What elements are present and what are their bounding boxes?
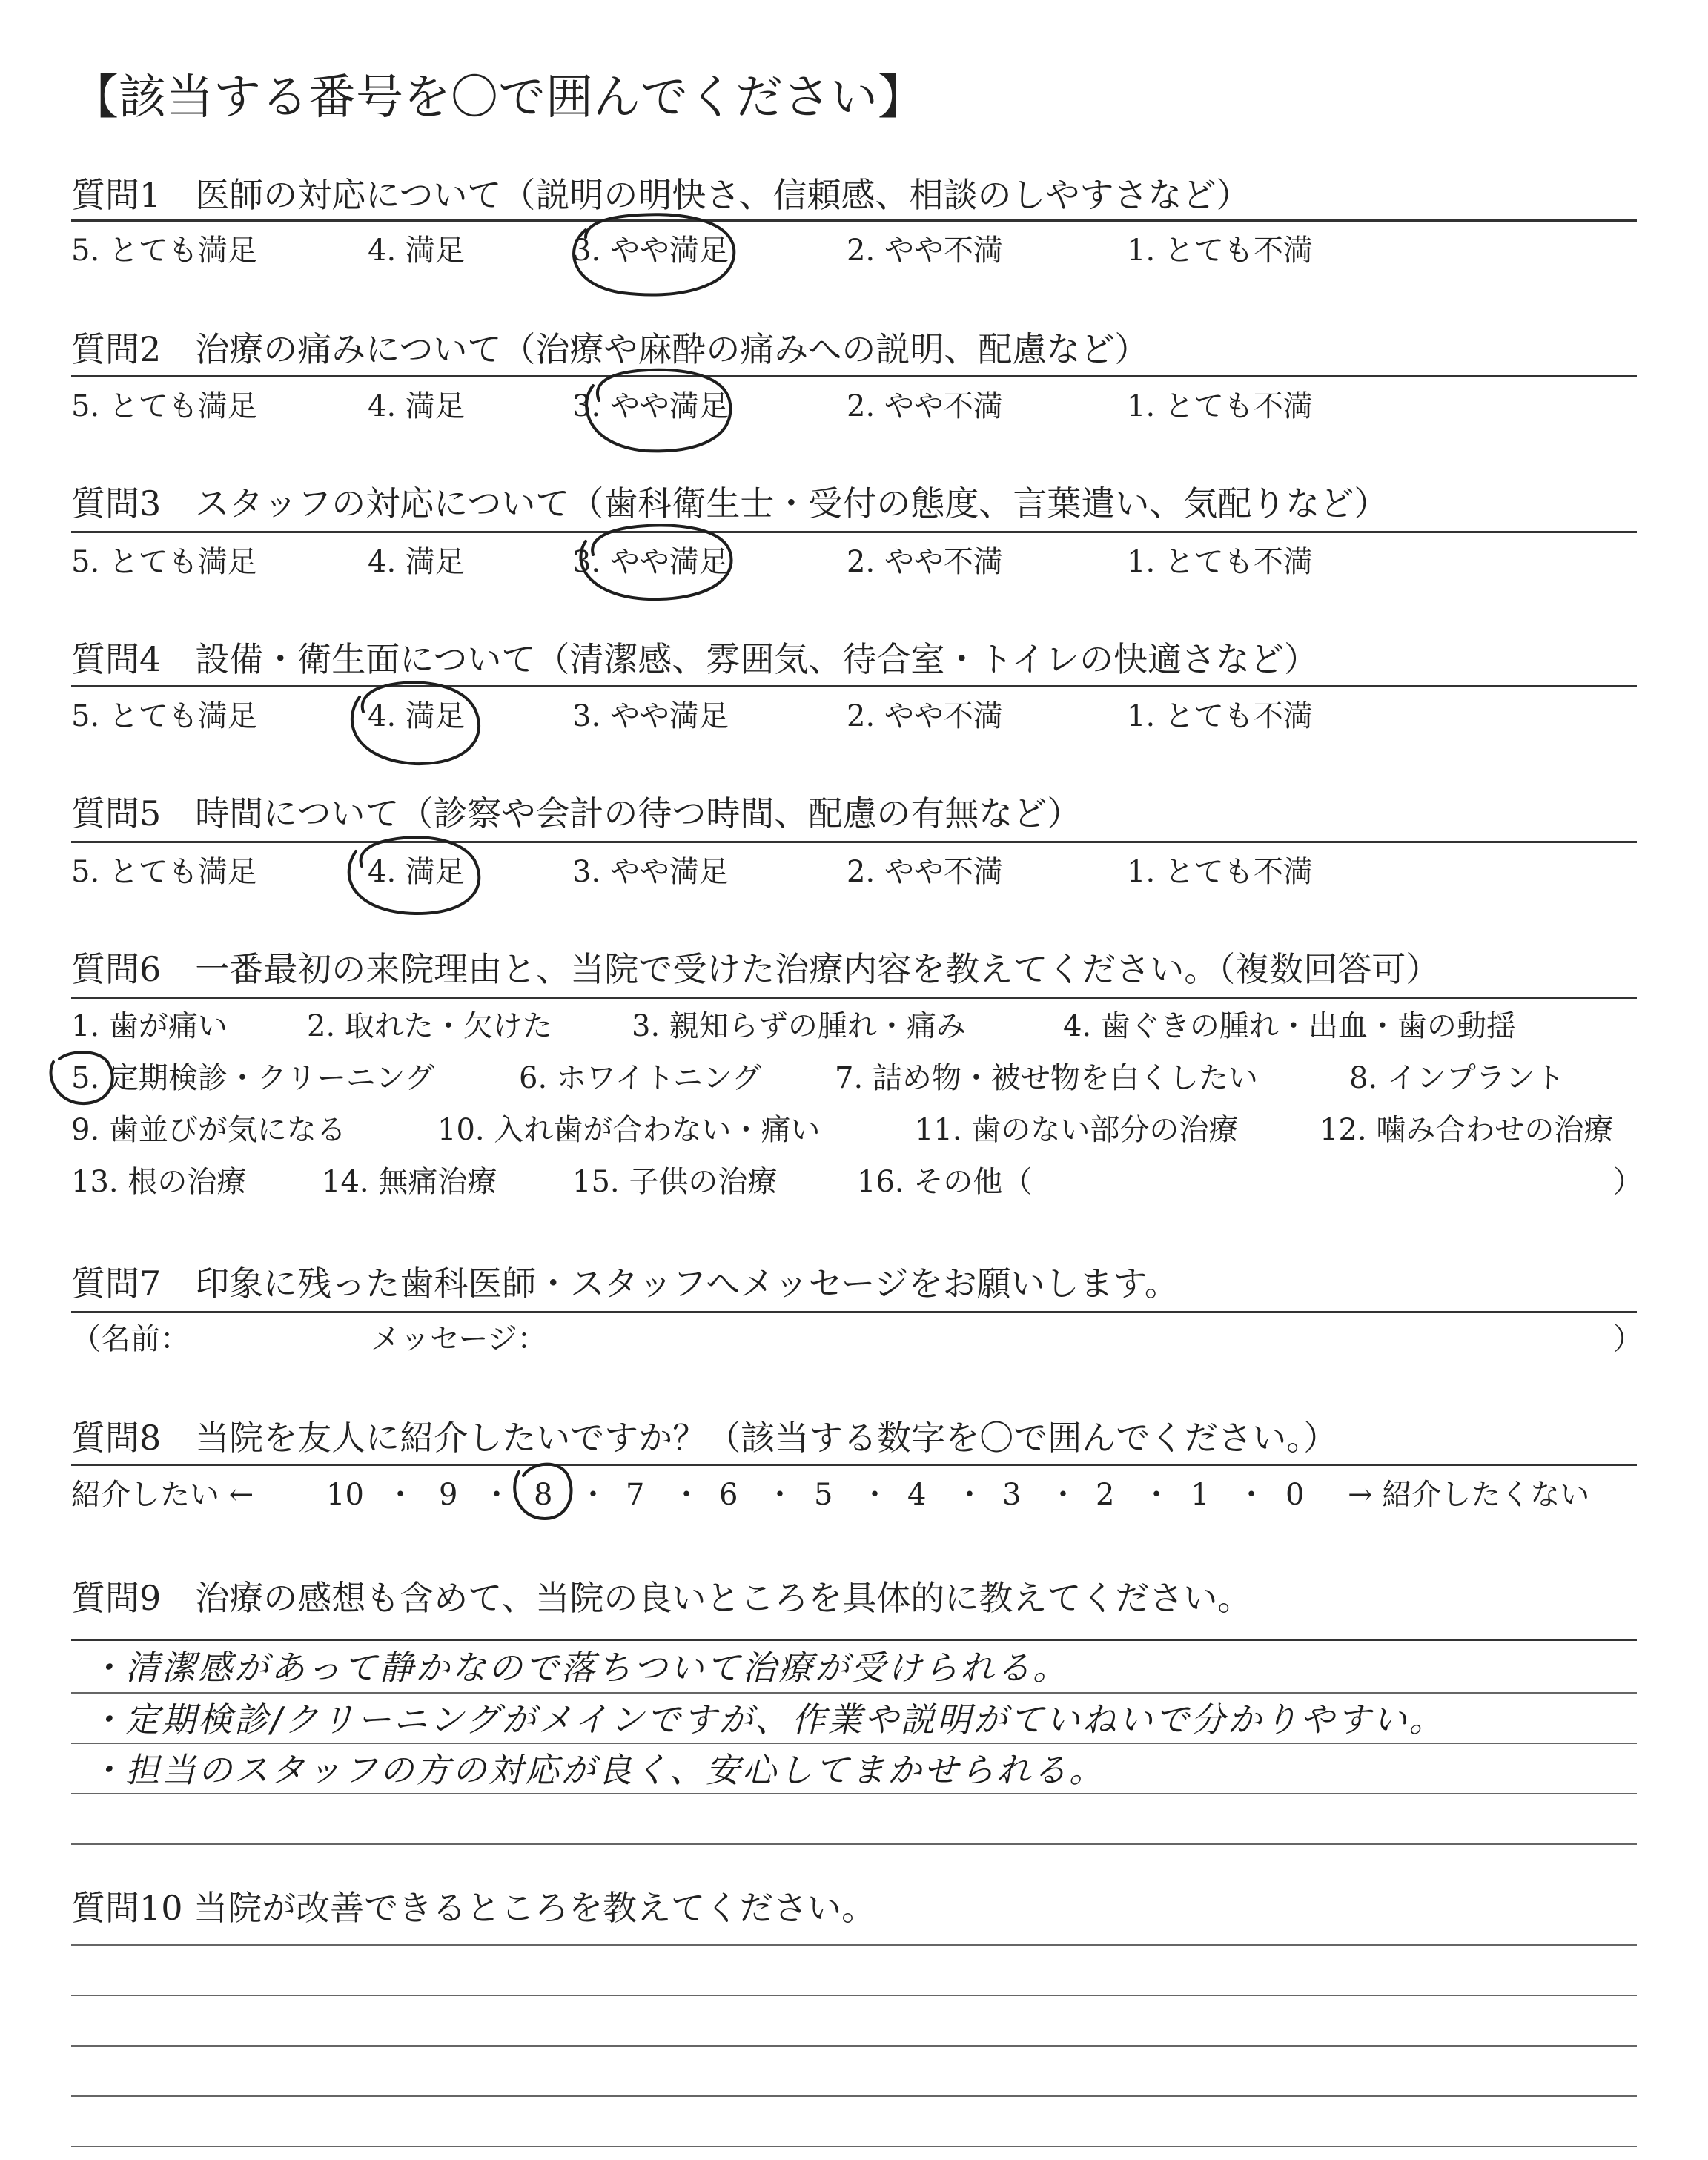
q3-option-2[interactable]: 2. やや不満 [847, 545, 1003, 579]
q9-handwritten-answer-2: ・定期検診/クリーニングがメインですが、作業や説明がていねいで分かりやすい。 [89, 1700, 1446, 1740]
q8-score-1[interactable]: 1 [1191, 1478, 1210, 1512]
q6-option-2[interactable]: 2. 取れた・欠けた [307, 1009, 552, 1043]
q6-option-4[interactable]: 4. 歯ぐきの腫れ・出血・歯の動揺 [1063, 1009, 1516, 1043]
q4-option-5[interactable]: 5. とても満足 [71, 699, 257, 733]
q8-separator: ・ [860, 1478, 890, 1512]
q2-option-2[interactable]: 2. やや不満 [847, 389, 1003, 423]
q10-answer-line [71, 1995, 1637, 1996]
q3-option-3[interactable]: 3. やや満足 [572, 545, 729, 579]
q7-message-label: メッセージ： [371, 1322, 547, 1356]
q6-other-close-paren: ） [1613, 1165, 1643, 1199]
q8-right-label: → 紹介したくない [1348, 1478, 1590, 1512]
question-6-title: 質問6 一番最初の来院理由と、当院で受けた治療内容を教えてください。（複数回答可） [71, 949, 1440, 989]
q6-option-14[interactable]: 14. 無痛治療 [322, 1165, 497, 1199]
q8-separator: ・ [1237, 1478, 1266, 1512]
q8-separator: ・ [1048, 1478, 1078, 1512]
q6-option-16[interactable]: 16. その他（ [857, 1165, 1033, 1199]
q8-score-7[interactable]: 7 [626, 1478, 645, 1512]
q8-separator: ・ [482, 1478, 512, 1512]
question-7-title: 質問7 印象に残った歯科医師・スタッフへメッセージをお願いします。 [71, 1264, 1179, 1304]
q6-option-3[interactable]: 3. 親知らずの腫れ・痛み [632, 1009, 966, 1043]
q2-option-5[interactable]: 5. とても満足 [71, 389, 257, 423]
q2-option-4[interactable]: 4. 満足 [368, 389, 465, 423]
q6-option-9[interactable]: 9. 歯並びが気になる [71, 1113, 346, 1147]
q7-close-paren: ） [1613, 1322, 1643, 1356]
q8-score-6[interactable]: 6 [719, 1478, 738, 1512]
q10-answer-line [71, 2146, 1637, 2147]
q9-answer-line [71, 1743, 1637, 1744]
q5-option-2[interactable]: 2. やや不満 [847, 855, 1003, 889]
question-2-title: 質問2 治療の痛みについて（治療や麻酔の痛みへの説明、配慮など） [71, 329, 1149, 369]
question-1-rule [71, 219, 1637, 222]
question-6-rule [71, 997, 1637, 999]
q8-score-3[interactable]: 3 [1002, 1478, 1022, 1512]
q8-score-10[interactable]: 10 [326, 1478, 364, 1512]
q7-name-label: （名前： [71, 1322, 190, 1356]
question-9-title: 質問9 治療の感想も含めて、当院の良いところを具体的に教えてください。 [71, 1578, 1252, 1618]
q6-option-5[interactable]: 5. 定期検診・クリーニング [71, 1061, 435, 1095]
q2-option-1[interactable]: 1. とても不満 [1127, 389, 1313, 423]
q9-answer-line [71, 1692, 1637, 1694]
q9-handwritten-answer-3: ・担当のスタッフの方の対応が良く、安心してまかせられる。 [89, 1750, 1106, 1790]
q2-option-3[interactable]: 3. やや満足 [572, 389, 729, 423]
q10-answer-line [71, 1944, 1637, 1946]
q9-answer-line [71, 1793, 1637, 1794]
q5-option-4[interactable]: 4. 満足 [368, 855, 465, 889]
q8-separator: ・ [672, 1478, 701, 1512]
question-5-title: 質問5 時間について（診察や会計の待つ時間、配慮の有無など） [71, 793, 1082, 833]
question-10-title: 質問10 当院が改善できるところを教えてください。 [71, 1888, 876, 1928]
q6-option-7[interactable]: 7. 詰め物・被せ物を白くしたい [835, 1061, 1258, 1095]
question-4-rule [71, 685, 1637, 687]
q5-option-3[interactable]: 3. やや満足 [572, 855, 729, 889]
q6-option-10[interactable]: 10. 入れ歯が合わない・痛い [437, 1113, 821, 1147]
question-8-title: 質問8 当院を友人に紹介したいですか？（該当する数字を〇で囲んでください。） [71, 1418, 1338, 1458]
q9-handwritten-answer-1: ・清潔感があって静かなので落ちついて治療が受けられる。 [89, 1648, 1070, 1688]
q3-option-5[interactable]: 5. とても満足 [71, 545, 257, 579]
q4-option-1[interactable]: 1. とても不満 [1127, 699, 1313, 733]
q6-option-1[interactable]: 1. 歯が痛い [71, 1009, 228, 1043]
q8-separator: ・ [578, 1478, 608, 1512]
q4-option-3[interactable]: 3. やや満足 [572, 699, 729, 733]
q8-separator: ・ [765, 1478, 795, 1512]
q8-separator: ・ [385, 1478, 415, 1512]
question-1-title: 質問1 医師の対応について（説明の明快さ、信頼感、相談のしやすさなど） [71, 175, 1251, 215]
q9-answer-line [71, 1843, 1637, 1845]
q6-option-13[interactable]: 13. 根の治療 [71, 1165, 247, 1199]
page-header: 【該当する番号を〇で囲んでください】 [71, 70, 925, 125]
question-3-rule [71, 531, 1637, 533]
q4-option-2[interactable]: 2. やや不満 [847, 699, 1003, 733]
q1-option-2[interactable]: 2. やや不満 [847, 234, 1003, 268]
q3-option-1[interactable]: 1. とても不満 [1127, 545, 1313, 579]
question-7-rule [71, 1311, 1637, 1313]
question-3-title: 質問3 スタッフの対応について（歯科衛生士・受付の態度、言葉遣い、気配りなど） [71, 483, 1388, 524]
q8-score-9[interactable]: 9 [439, 1478, 458, 1512]
q10-answer-line [71, 2095, 1637, 2097]
q8-separator: ・ [955, 1478, 984, 1512]
q3-option-4[interactable]: 4. 満足 [368, 545, 465, 579]
q1-option-3[interactable]: 3. やや満足 [572, 234, 729, 268]
q5-option-5[interactable]: 5. とても満足 [71, 855, 257, 889]
question-9-rule [71, 1639, 1637, 1641]
q8-score-2[interactable]: 2 [1096, 1478, 1115, 1512]
q6-option-12[interactable]: 12. 噛み合わせの治療 [1320, 1113, 1614, 1147]
q6-option-8[interactable]: 8. インプラント [1349, 1061, 1565, 1095]
question-5-rule [71, 841, 1637, 843]
question-2-rule [71, 375, 1637, 377]
q4-option-4[interactable]: 4. 満足 [368, 699, 465, 733]
q1-option-5[interactable]: 5. とても満足 [71, 234, 257, 268]
q1-option-1[interactable]: 1. とても不満 [1127, 234, 1313, 268]
q8-left-label: 紹介したい ← [71, 1478, 254, 1512]
q1-option-4[interactable]: 4. 満足 [368, 234, 465, 268]
question-8-rule [71, 1464, 1637, 1466]
q5-option-1[interactable]: 1. とても不満 [1127, 855, 1313, 889]
q6-option-15[interactable]: 15. 子供の治療 [572, 1165, 778, 1199]
q6-option-11[interactable]: 11. 歯のない部分の治療 [915, 1113, 1239, 1147]
q8-separator: ・ [1142, 1478, 1171, 1512]
question-4-title: 質問4 設備・衛生面について（清潔感、雰囲気、待合室・トイレの快適さなど） [71, 639, 1319, 679]
q6-option-6[interactable]: 6. ホワイトニング [519, 1061, 762, 1095]
q8-score-5[interactable]: 5 [814, 1478, 833, 1512]
q8-score-4[interactable]: 4 [907, 1478, 927, 1512]
q8-score-0[interactable]: 0 [1285, 1478, 1305, 1512]
q10-answer-line [71, 2045, 1637, 2047]
q8-score-8[interactable]: 8 [534, 1478, 553, 1512]
